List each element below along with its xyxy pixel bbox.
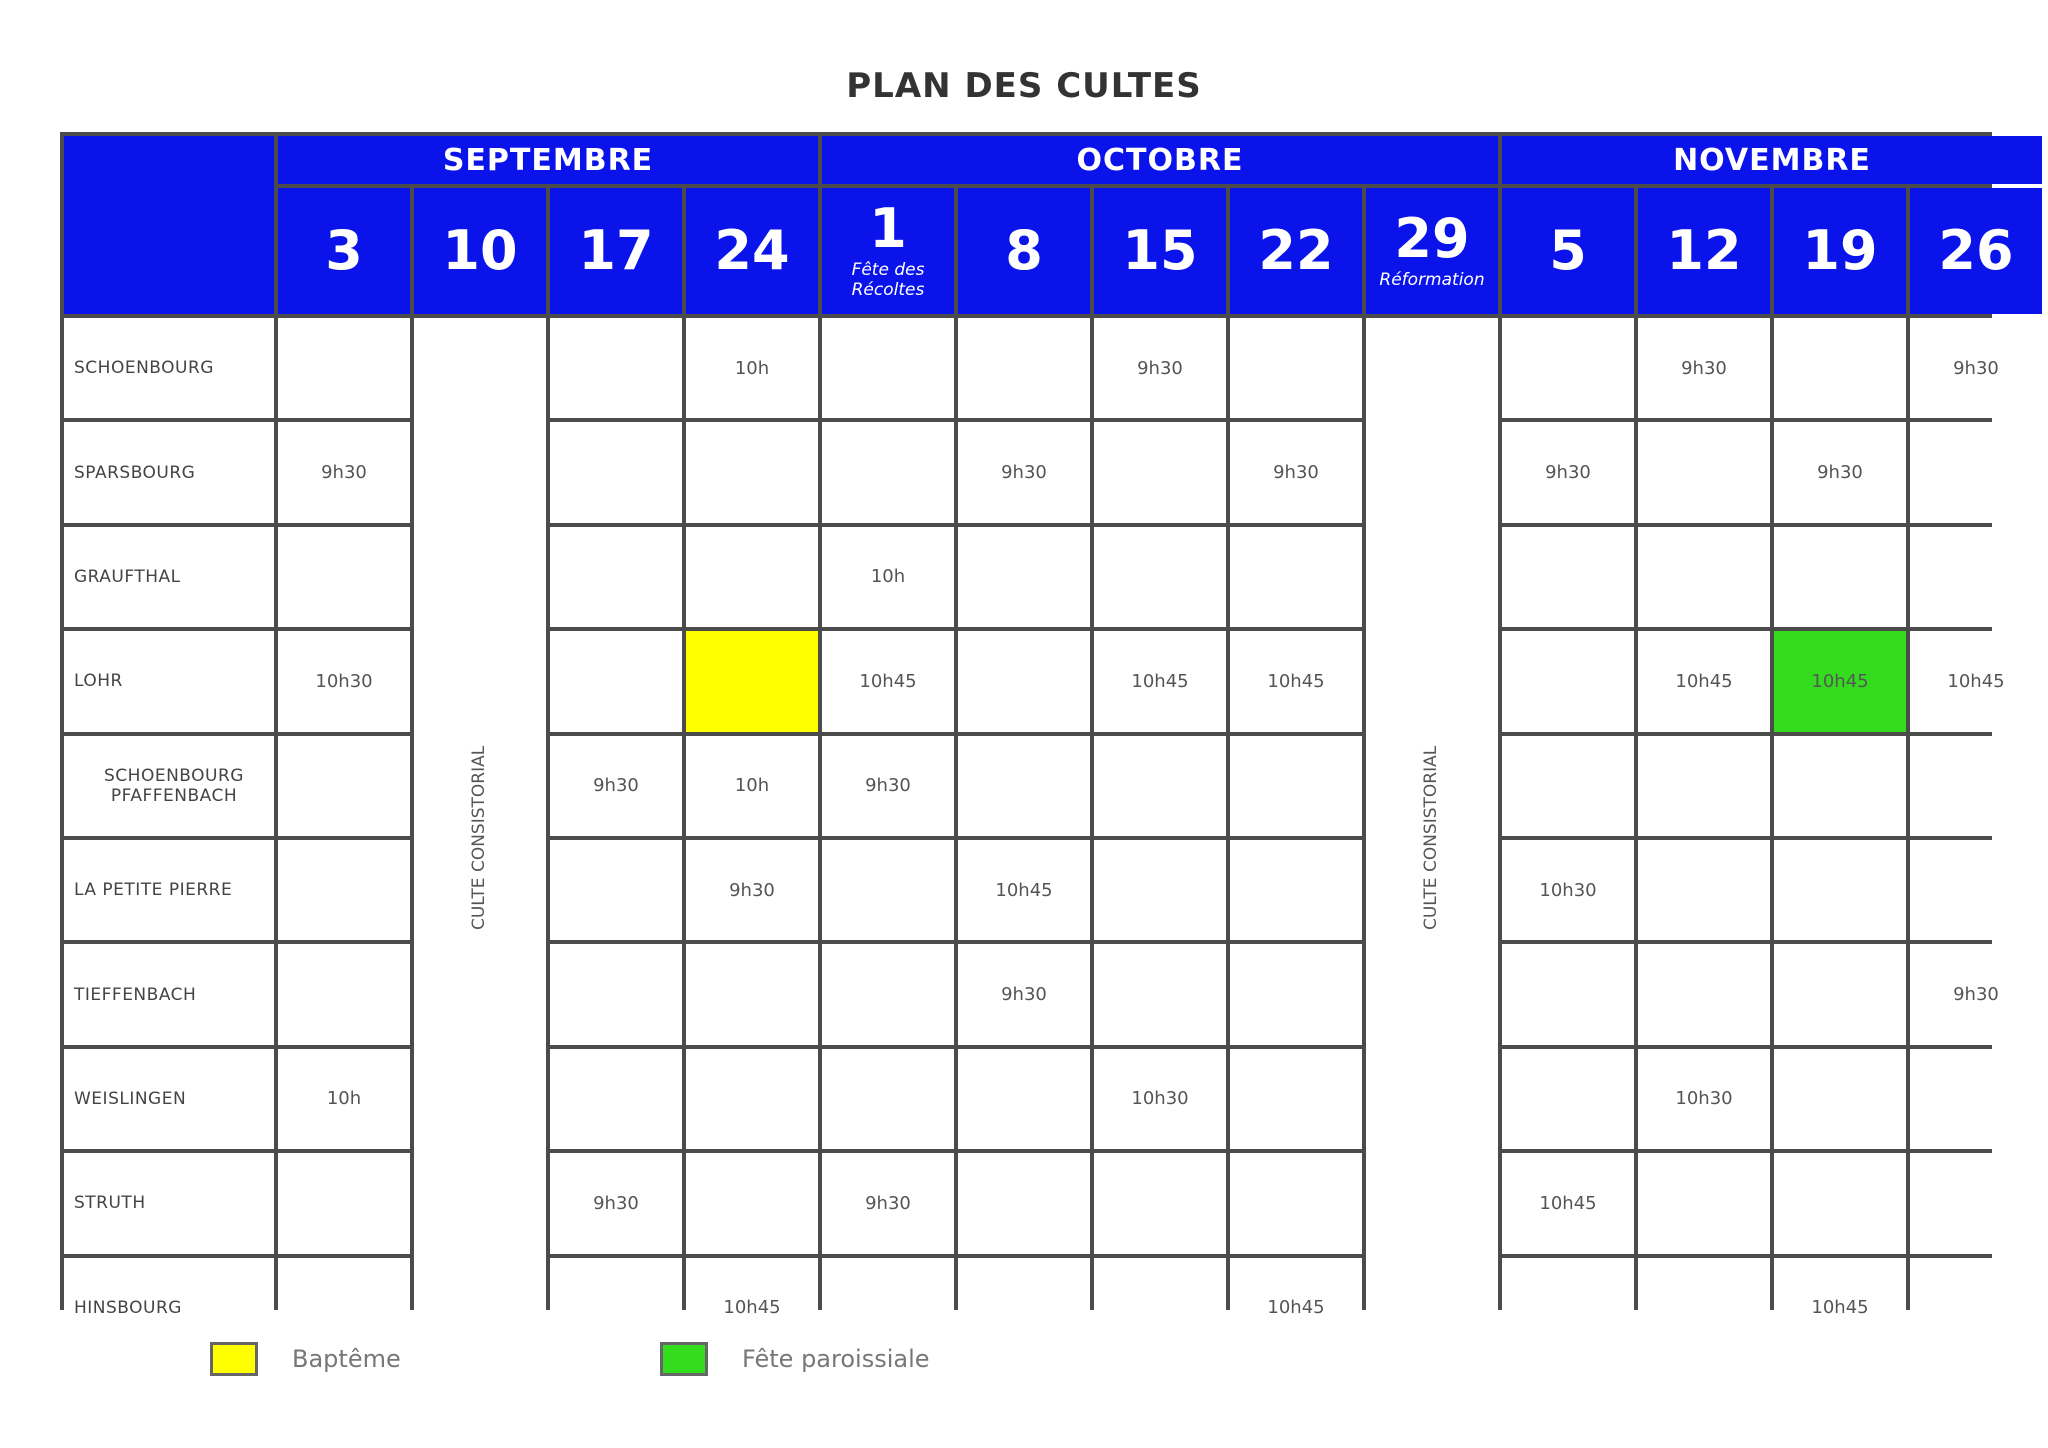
service-time-cell: 9h30: [958, 422, 1090, 522]
service-time-cell: [1910, 422, 2042, 522]
service-time-cell: [278, 840, 410, 940]
service-time-cell: 10h30: [278, 631, 410, 731]
day-number: 5: [1549, 219, 1587, 282]
service-time-cell: 9h30: [550, 736, 682, 836]
day-note: Fête des Récoltes: [851, 259, 925, 300]
service-time-cell: 10h45: [958, 840, 1090, 940]
merged-note-col10: [414, 318, 546, 1358]
service-time-cell: [1774, 1153, 1906, 1253]
day-header-17: [550, 188, 682, 314]
service-time-cell: [1502, 1258, 1634, 1358]
merged-note-col29: [1366, 318, 1498, 1358]
service-time-cell: [550, 944, 682, 1044]
day-header-12: [1638, 188, 1770, 314]
service-time-cell: 10h: [278, 1049, 410, 1149]
service-time-cell: [1910, 1258, 2042, 1358]
service-time-cell: [550, 1049, 682, 1149]
day-number: 17: [578, 219, 654, 282]
day-header-8: [958, 188, 1090, 314]
service-time-cell: [958, 1153, 1090, 1253]
service-time-cell: 10h30: [1638, 1049, 1770, 1149]
service-time-cell: [958, 318, 1090, 418]
service-time-cell: [686, 631, 818, 731]
service-time-cell: 10h: [686, 318, 818, 418]
service-time-cell: [1638, 1258, 1770, 1358]
day-number: 1: [869, 196, 907, 260]
service-time-cell: [1094, 1258, 1226, 1358]
worship-schedule-table: [60, 132, 2014, 1319]
service-time-cell: 10h45: [1774, 1258, 1906, 1358]
service-time-cell: 9h30: [822, 1153, 954, 1253]
service-time-cell: [550, 840, 682, 940]
parish-name: SPARSBOURG: [64, 422, 274, 522]
service-time-cell: [686, 1049, 818, 1149]
service-time-cell: [278, 944, 410, 1044]
day-number: 8: [1005, 219, 1043, 282]
service-time-cell: [550, 631, 682, 731]
parish-name: SCHOENBOURG PFAFFENBACH: [64, 736, 274, 836]
parish-name: HINSBOURG: [64, 1258, 274, 1358]
service-time-cell: [1774, 736, 1906, 836]
service-time-cell: [822, 422, 954, 522]
legend-swatch-bapteme: [210, 1342, 258, 1376]
service-time-cell: [278, 527, 410, 627]
service-time-cell: [1910, 1049, 2042, 1149]
service-time-cell: [550, 318, 682, 418]
service-time-cell: [1502, 318, 1634, 418]
service-time-cell: [958, 736, 1090, 836]
service-time-cell: [550, 527, 682, 627]
service-time-cell: [1638, 422, 1770, 522]
day-number: 10: [442, 219, 518, 282]
page-title: PLAN DES CULTES: [846, 66, 1202, 106]
service-time-cell: [822, 1049, 954, 1149]
day-header-24: [686, 188, 818, 314]
day-header-5: [1502, 188, 1634, 314]
service-time-cell: [1638, 1153, 1770, 1253]
service-time-cell: [1774, 318, 1906, 418]
service-time-cell: 9h30: [278, 422, 410, 522]
service-time-cell: 9h30: [1230, 422, 1362, 522]
service-time-cell: [278, 1153, 410, 1253]
service-time-cell: 9h30: [822, 736, 954, 836]
service-time-cell: [278, 318, 410, 418]
service-time-cell: [686, 527, 818, 627]
service-time-cell: [686, 944, 818, 1044]
legend-item-fete: [660, 1342, 930, 1376]
service-time-cell: 10h45: [822, 631, 954, 731]
service-time-cell: [1638, 944, 1770, 1044]
service-time-cell: [278, 736, 410, 836]
service-time-cell: [958, 1258, 1090, 1358]
day-number: 22: [1258, 219, 1334, 282]
day-number: 24: [714, 219, 790, 282]
day-header-19: [1774, 188, 1906, 314]
service-time-cell: [1094, 736, 1226, 836]
service-time-cell: 10h45: [1230, 1258, 1362, 1358]
service-time-cell: [1502, 736, 1634, 836]
service-time-cell: 9h30: [1910, 944, 2042, 1044]
service-time-cell: 10h45: [1774, 631, 1906, 731]
service-time-cell: 9h30: [686, 840, 818, 940]
service-time-cell: [1230, 318, 1362, 418]
service-time-cell: 9h30: [1638, 318, 1770, 418]
service-time-cell: [958, 527, 1090, 627]
day-header-22: [1230, 188, 1362, 314]
day-note: Réformation: [1379, 269, 1485, 290]
service-time-cell: [1230, 944, 1362, 1044]
merged-note-text: CULTE CONSISTORIAL: [1421, 745, 1442, 931]
legend-label-bapteme: Baptême: [292, 1345, 401, 1373]
parish-name: WEISLINGEN: [64, 1049, 274, 1149]
service-time-cell: 10h45: [1638, 631, 1770, 731]
service-time-cell: 9h30: [958, 944, 1090, 1044]
service-time-cell: [1774, 527, 1906, 627]
service-time-cell: [822, 840, 954, 940]
merged-note-text: CULTE CONSISTORIAL: [469, 745, 490, 931]
service-time-cell: [1910, 1153, 2042, 1253]
parish-name: LOHR: [64, 631, 274, 731]
service-time-cell: [1502, 1049, 1634, 1149]
day-number: 19: [1802, 219, 1878, 282]
service-time-cell: 10h45: [686, 1258, 818, 1358]
service-time-cell: [1230, 527, 1362, 627]
service-time-cell: [1230, 840, 1362, 940]
parish-name: TIEFFENBACH: [64, 944, 274, 1044]
service-time-cell: [1774, 840, 1906, 940]
day-number: 29: [1394, 206, 1470, 270]
service-time-cell: [686, 422, 818, 522]
service-time-cell: [1774, 1049, 1906, 1149]
service-time-cell: 10h45: [1230, 631, 1362, 731]
service-time-cell: 9h30: [1774, 422, 1906, 522]
service-time-cell: [958, 1049, 1090, 1149]
service-time-cell: [1094, 840, 1226, 940]
parish-name: STRUTH: [64, 1153, 274, 1253]
parish-name: GRAUFTHAL: [64, 527, 274, 627]
service-time-cell: [1094, 422, 1226, 522]
parish-name: LA PETITE PIERRE: [64, 840, 274, 940]
service-time-cell: [1230, 1049, 1362, 1149]
service-time-cell: [822, 944, 954, 1044]
day-number: 26: [1938, 219, 2014, 282]
service-time-cell: 9h30: [1910, 318, 2042, 418]
month-header-0: SEPTEMBRE: [278, 136, 818, 184]
service-time-cell: [1910, 736, 2042, 836]
day-header-15: [1094, 188, 1226, 314]
legend-swatch-fete: [660, 1342, 708, 1376]
day-number: 15: [1122, 219, 1198, 282]
service-time-cell: 9h30: [1502, 422, 1634, 522]
month-header-1: OCTOBRE: [822, 136, 1498, 184]
day-header-10: [414, 188, 546, 314]
service-time-cell: [1638, 736, 1770, 836]
day-header-1: [822, 188, 954, 314]
legend-label-fete: Fête paroissiale: [742, 1345, 930, 1373]
service-time-cell: [1910, 840, 2042, 940]
day-header-29: [1366, 188, 1498, 314]
service-time-cell: [1910, 527, 2042, 627]
service-time-cell: [1094, 527, 1226, 627]
service-time-cell: [1502, 631, 1634, 731]
day-number: 12: [1666, 219, 1742, 282]
service-time-cell: [958, 631, 1090, 731]
service-time-cell: 10h45: [1910, 631, 2042, 731]
header-corner: [64, 136, 274, 314]
service-time-cell: [1638, 527, 1770, 627]
service-time-cell: 9h30: [550, 1153, 682, 1253]
service-time-cell: [1774, 944, 1906, 1044]
service-time-cell: 10h: [686, 736, 818, 836]
service-time-cell: [1638, 840, 1770, 940]
service-time-cell: [686, 1153, 818, 1253]
service-time-cell: [1094, 944, 1226, 1044]
service-time-cell: 10h45: [1502, 1153, 1634, 1253]
parish-name: SCHOENBOURG: [64, 318, 274, 418]
service-time-cell: 10h30: [1094, 1049, 1226, 1149]
service-time-cell: [1230, 736, 1362, 836]
service-time-cell: 10h30: [1502, 840, 1634, 940]
service-time-cell: 10h45: [1094, 631, 1226, 731]
service-time-cell: [822, 318, 954, 418]
day-number: 3: [325, 219, 363, 282]
service-time-cell: [1502, 527, 1634, 627]
service-time-cell: [1094, 1153, 1226, 1253]
service-time-cell: [550, 422, 682, 522]
service-time-cell: [1502, 944, 1634, 1044]
service-time-cell: [1230, 1153, 1362, 1253]
day-header-26: [1910, 188, 2042, 314]
service-time-cell: 10h: [822, 527, 954, 627]
legend-item-bapteme: [210, 1342, 401, 1376]
day-header-3: [278, 188, 410, 314]
month-header-2: NOVEMBRE: [1502, 136, 2042, 184]
service-time-cell: 9h30: [1094, 318, 1226, 418]
